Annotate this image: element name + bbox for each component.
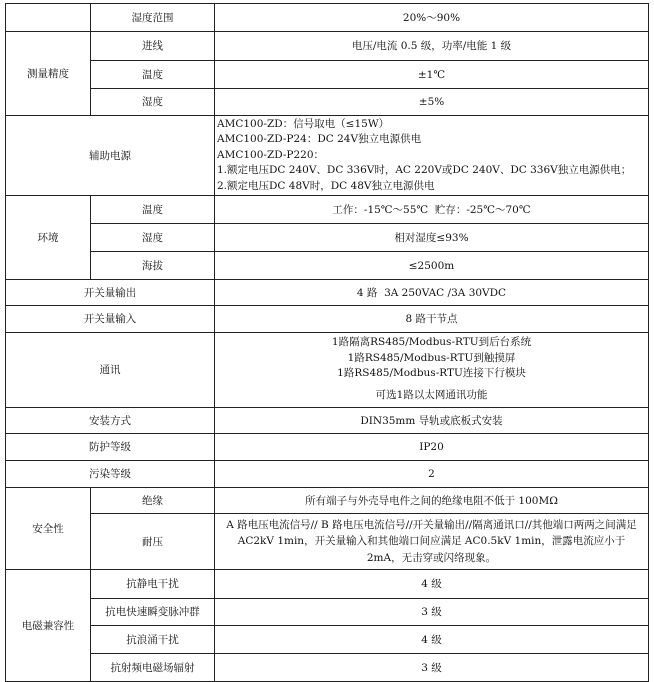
- row-safety-withstand: [6, 514, 649, 570]
- value-emc-esd: 4 级: [215, 570, 649, 599]
- row-env-humidity: [6, 224, 649, 252]
- label-accuracy-incoming: 进线: [91, 32, 215, 61]
- label-pollution: 污染等级: [6, 461, 215, 488]
- row-accuracy-incoming: [6, 32, 649, 61]
- communication-line: 1路RS485/Modbus-RTU到触摸屏: [347, 351, 516, 364]
- value-env-temperature: 工作：-15℃～55℃ 贮存：-25℃～70℃: [215, 196, 649, 224]
- row-emc-surge: [6, 626, 649, 654]
- category-environment: 环境: [6, 196, 91, 280]
- label-safety-withstand: 耐压: [91, 514, 215, 570]
- row-safety-insulation: [6, 488, 649, 514]
- value-pollution: 2: [215, 461, 649, 488]
- value-communication-extra: 可选1路以太网通讯功能: [215, 384, 649, 408]
- category-measurement-accuracy: 测量精度: [6, 32, 91, 116]
- category-safety: 安全性: [6, 488, 91, 570]
- value-emc-rf: 3 级: [215, 654, 649, 682]
- spec-table: [5, 3, 649, 682]
- value-communication: [215, 333, 649, 384]
- value-accuracy-temperature: ±1℃: [215, 61, 649, 89]
- value-safety-insulation: 所有端子与外壳导电件之间的绝缘电阻不低于 100MΩ: [215, 488, 649, 514]
- label-switch-input: 开关量输入: [6, 306, 215, 333]
- label-accuracy-humidity: 湿度: [91, 89, 215, 116]
- value-switch-input: 8 路干节点: [215, 306, 649, 333]
- value-switch-output: 4 路 3A 250VAC /3A 30VDC: [215, 280, 649, 306]
- label-protection: 防护等级: [6, 434, 215, 461]
- value-emc-eft: 3 级: [215, 599, 649, 626]
- value-emc-surge: 4 级: [215, 626, 649, 654]
- label-installation: 安装方式: [6, 408, 215, 434]
- row-accuracy-temperature: [6, 61, 649, 89]
- label-communication: 通讯: [6, 333, 215, 408]
- value-installation: DIN35mm 导轨或底板式安装: [215, 408, 649, 434]
- value-env-humidity: 相对湿度≤93%: [215, 224, 649, 252]
- value-accuracy-humidity: ±5%: [215, 89, 649, 116]
- value-accuracy-incoming: 电压/电流 0.5 级，功率/电能 1 级: [215, 32, 649, 61]
- label-accuracy-temperature: 温度: [91, 61, 215, 89]
- row-protection: [6, 434, 649, 461]
- label-safety-insulation: 绝缘: [91, 488, 215, 514]
- cell-empty: [6, 4, 91, 32]
- communication-line: 1路隔离RS485/Modbus-RTU到后台系统: [331, 336, 532, 348]
- label-emc-surge: 抗浪涌干扰: [91, 626, 215, 654]
- label-aux-power: 辅助电源: [6, 116, 215, 196]
- row-pollution: [6, 461, 649, 488]
- label-env-altitude: 海拔: [91, 252, 215, 280]
- row-communication: [6, 333, 649, 384]
- label-emc-eft: 抗电快速瞬变脉冲群: [91, 599, 215, 626]
- aux-power-line: AMC100-ZD-P220：: [217, 148, 325, 161]
- label-env-humidity: 湿度: [91, 224, 215, 252]
- value-aux-power: [215, 116, 649, 196]
- row-emc-esd: [6, 570, 649, 599]
- row-accuracy-humidity: [6, 89, 649, 116]
- communication-line: 1路RS485/Modbus-RTU连接下行模块: [337, 367, 526, 379]
- row-aux-power: [6, 116, 649, 196]
- label-switch-output: 开关量输出: [6, 280, 215, 306]
- aux-power-line: 2.额定电压DC 48V时，DC 48V独立电源供电: [217, 179, 435, 192]
- label-humidity-range: 湿度范围: [91, 4, 215, 32]
- aux-power-line: AMC100-ZD：信号取电（≤15W）: [217, 117, 390, 130]
- row-env-temperature: [6, 196, 649, 224]
- value-safety-withstand: A 路电压电流信号// B 路电压电流信号//开关量输出//隔离通讯口//其他端口两两之间满足AC2kV 1min，开关量输入和其他端口间应满足 AC0.5kV 1min，泄露电流应小于 2mA，无击穿或闪络现象。: [215, 514, 649, 570]
- category-emc: 电磁兼容性: [6, 570, 91, 682]
- aux-power-line: AMC100-ZD-P24：DC 24V独立电源供电: [217, 133, 422, 146]
- row-emc-rf: [6, 654, 649, 682]
- label-env-temperature: 温度: [91, 196, 215, 224]
- row-installation: [6, 408, 649, 434]
- label-emc-rf: 抗射频电磁场辐射: [91, 654, 215, 682]
- row-emc-eft: [6, 599, 649, 626]
- row-humidity-range: [6, 4, 649, 32]
- row-switch-input: [6, 306, 649, 333]
- label-emc-esd: 抗静电干扰: [91, 570, 215, 599]
- value-env-altitude: ≤2500m: [215, 252, 649, 280]
- value-humidity-range: 20%～90%: [215, 4, 649, 32]
- row-switch-output: [6, 280, 649, 306]
- row-env-altitude: [6, 252, 649, 280]
- aux-power-line: 1.额定电压DC 240V、DC 336V时，AC 220V或DC 240V、DC 336V独立电源供电；: [217, 164, 632, 177]
- value-protection: IP20: [215, 434, 649, 461]
